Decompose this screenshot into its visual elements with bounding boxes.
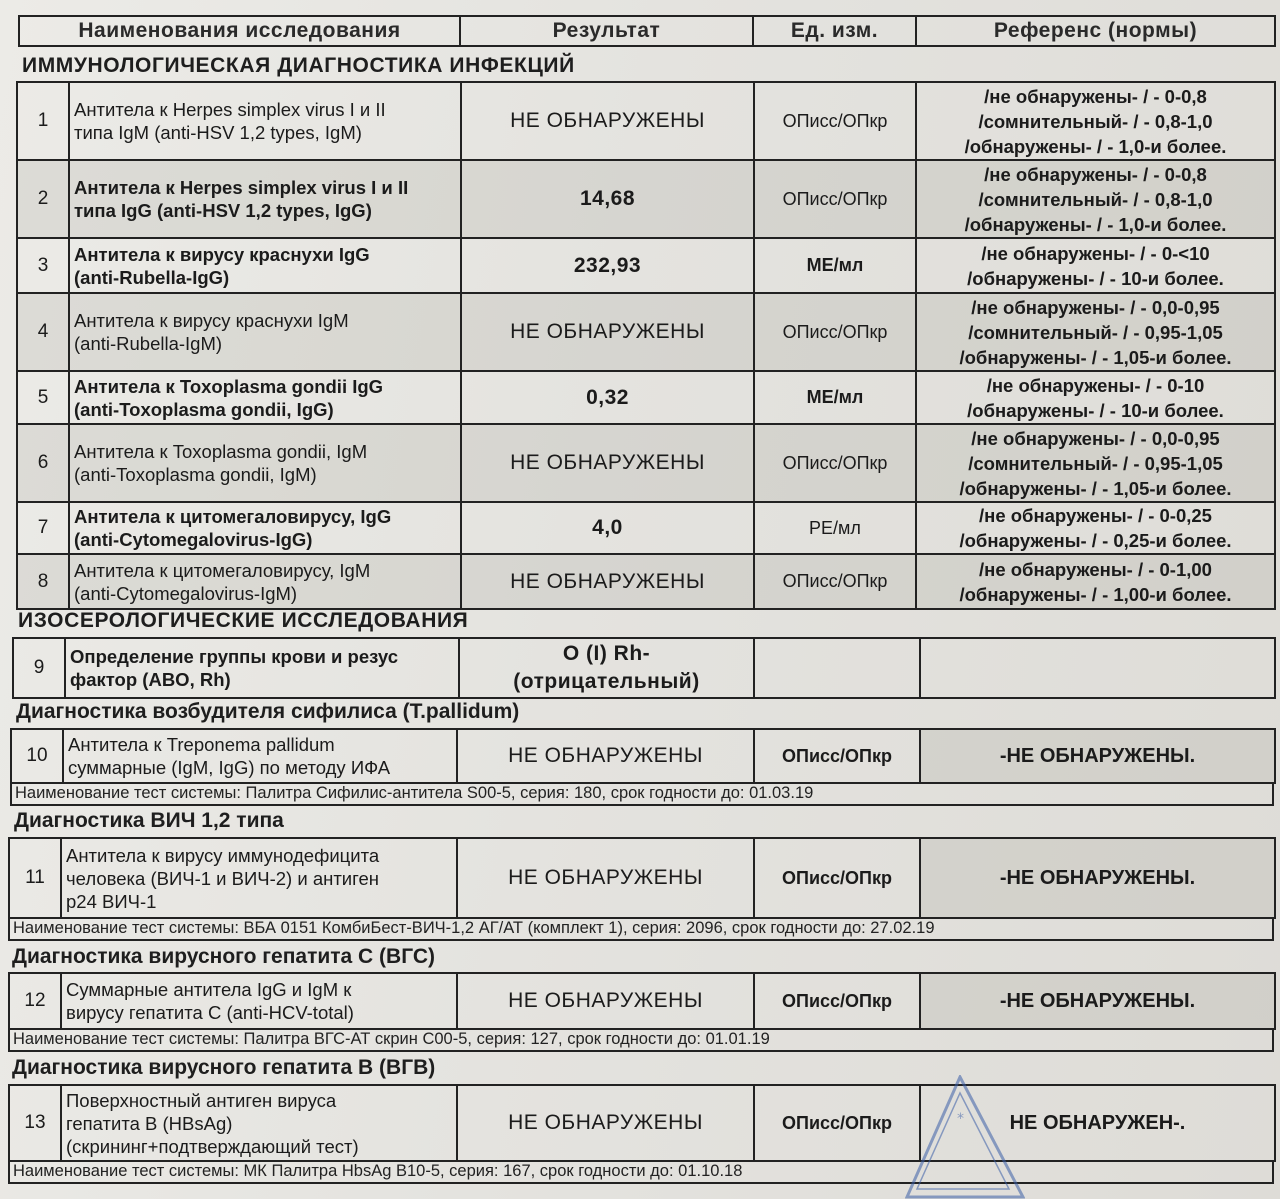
test-name: Антитела к вирусу краснухи IgG (anti-Rubella-IgG) xyxy=(69,238,461,293)
hcv-table xyxy=(8,972,1276,1030)
test-result: НЕ ОБНАРУЖЕНЫ xyxy=(457,973,754,1029)
test-name: Антитела к Toxoplasma gondii IgG (anti-Toxoplasma gondii, IgG) xyxy=(69,371,461,424)
table-row xyxy=(9,1085,1275,1161)
test-unit: МЕ/мл xyxy=(754,238,916,293)
stamp-icon xyxy=(905,1075,1025,1199)
table-row xyxy=(17,293,1275,371)
test-system-hiv: Наименование тест системы: ВБА 0151 КомбиБест-ВИЧ-1,2 АГ/АТ (комплект 1), серия: 2096, срок годности до: 27.02.19 xyxy=(8,917,1274,941)
section-isosero-title: ИЗОСЕРОЛОГИЧЕСКИЕ ИССЛЕДОВАНИЯ xyxy=(18,609,469,632)
test-result: O (I) Rh- (отрицательный) xyxy=(459,638,754,698)
test-reference: /не обнаружены- / - 0,0-0,95 /сомнительный- / - 0,95-1,05 /обнаружены- / - 1,05-и более. xyxy=(916,293,1275,371)
header-reference: Референс (нормы) xyxy=(916,16,1275,46)
test-unit: ОПисс/ОПкр xyxy=(754,82,916,160)
test-unit: ОПисс/ОПкр xyxy=(754,160,916,238)
test-unit: ОПисс/ОПкр xyxy=(754,973,920,1029)
immuno-table xyxy=(16,81,1276,610)
table-row xyxy=(17,238,1275,293)
test-reference: -НЕ ОБНАРУЖЕНЫ. xyxy=(920,838,1275,918)
test-name: Антитела к Toxoplasma gondii, IgM (anti-Toxoplasma gondii, IgM) xyxy=(69,424,461,502)
test-name: Антитела к Herpes simplex virus I и II типа IgG (anti-HSV 1,2 types, IgG) xyxy=(69,160,461,238)
hiv-table xyxy=(8,837,1276,919)
table-row xyxy=(9,973,1275,1029)
test-result: НЕ ОБНАРУЖЕНЫ xyxy=(461,554,754,609)
row-number: 3 xyxy=(17,238,69,293)
test-name: Антитела к вирусу краснухи IgM (anti-Rubella-IgM) xyxy=(69,293,461,371)
test-unit: МЕ/мл xyxy=(754,371,916,424)
row-number: 12 xyxy=(9,973,61,1029)
section-hcv-title: Диагностика вирусного гепатита С (ВГС) xyxy=(12,945,436,968)
table-row xyxy=(17,160,1275,238)
test-system-syphilis: Наименование тест системы: Палитра Сифилис-антитела S00-5, серия: 180, срок годности до: 01.03.19 xyxy=(10,782,1274,806)
test-reference: -НЕ ОБНАРУЖЕНЫ. xyxy=(920,973,1275,1029)
test-reference: /не обнаружены- / - 0-0,8 /сомнительный- / - 0,8-1,0 /обнаружены- / - 1,0-и более. xyxy=(916,82,1275,160)
row-number: 5 xyxy=(17,371,69,424)
row-number: 4 xyxy=(17,293,69,371)
table-row xyxy=(17,502,1275,554)
section-immuno-title: ИММУНОЛОГИЧЕСКАЯ ДИАГНОСТИКА ИНФЕКЦИЙ xyxy=(22,54,575,77)
row-number: 2 xyxy=(17,160,69,238)
test-reference: /не обнаружены- / - 0-0,25 /обнаружены- / - 0,25-и более. xyxy=(916,502,1275,554)
test-name: Определение группы крови и резус фактор (ABO, Rh) xyxy=(65,638,459,698)
test-name: Антитела к Treponema pallidum суммарные (IgM, IgG) по методу ИФА xyxy=(63,729,457,783)
section-hiv-title: Диагностика ВИЧ 1,2 типа xyxy=(14,809,284,832)
test-result: 0,32 xyxy=(461,371,754,424)
table-row xyxy=(17,371,1275,424)
test-reference: /не обнаружены- / - 0-10 /обнаружены- / - 10-и более. xyxy=(916,371,1275,424)
table-row xyxy=(11,729,1275,783)
test-reference: -НЕ ОБНАРУЖЕНЫ. xyxy=(920,729,1275,783)
syphilis-table xyxy=(10,728,1276,784)
row-number: 7 xyxy=(17,502,69,554)
test-result: 232,93 xyxy=(461,238,754,293)
header-table xyxy=(18,15,1276,47)
test-unit: ОПисс/ОПкр xyxy=(754,729,920,783)
test-name: Антитела к вирусу иммунодефицита человека (ВИЧ-1 и ВИЧ-2) и антиген р24 ВИЧ-1 xyxy=(61,838,457,918)
row-number: 8 xyxy=(17,554,69,609)
section-hbv-title: Диагностика вирусного гепатита В (ВГВ) xyxy=(12,1056,436,1079)
test-unit: ОПисс/ОПкр xyxy=(754,293,916,371)
test-unit: ОПисс/ОПкр xyxy=(754,1085,920,1161)
blood-group-table xyxy=(12,637,1276,699)
row-number: 1 xyxy=(17,82,69,160)
test-name: Антитела к цитомегаловирусу, IgG (anti-Cytomegalovirus-IgG) xyxy=(69,502,461,554)
svg-text:*: * xyxy=(957,1111,964,1127)
test-name: Антитела к цитомегаловирусу, IgM (anti-Cytomegalovirus-IgM) xyxy=(69,554,461,609)
test-reference: НЕ ОБНАРУЖЕН-. xyxy=(920,1085,1275,1161)
test-result: НЕ ОБНАРУЖЕНЫ xyxy=(457,1085,754,1161)
header-name: Наименования исследования xyxy=(19,16,460,46)
test-reference-empty xyxy=(920,638,1275,698)
test-result: НЕ ОБНАРУЖЕНЫ xyxy=(457,729,754,783)
row-number: 6 xyxy=(17,424,69,502)
header-unit: Ед. изм. xyxy=(753,16,916,46)
row-number: 11 xyxy=(9,838,61,918)
table-row xyxy=(9,838,1275,918)
test-unit: ОПисс/ОПкр xyxy=(754,424,916,502)
test-result: НЕ ОБНАРУЖЕНЫ xyxy=(461,82,754,160)
test-result: 14,68 xyxy=(461,160,754,238)
test-result: НЕ ОБНАРУЖЕНЫ xyxy=(461,424,754,502)
test-unit: ОПисс/ОПкр xyxy=(754,838,920,918)
test-name: Суммарные антитела IgG и IgM к вирусу гепатита С (anti-HCV-total) xyxy=(61,973,457,1029)
test-system-hbv: Наименование тест системы: МК Палитра HbsAg B10-5, серия: 167, срок годности до: 01.10.18 xyxy=(8,1160,1274,1184)
test-reference: /не обнаружены- / - 0-<10 /обнаружены- / - 10-и более. xyxy=(916,238,1275,293)
table-row xyxy=(13,638,1275,698)
test-reference: /не обнаружены- / - 0-0,8 /сомнительный- / - 0,8-1,0 /обнаружены- / - 1,0-и более. xyxy=(916,160,1275,238)
test-name: Поверхностный антиген вируса гепатита В (HBsAg) (скрининг+подтверждающий тест) xyxy=(61,1085,457,1161)
test-unit: РЕ/мл xyxy=(754,502,916,554)
row-number: 10 xyxy=(11,729,63,783)
test-reference: /не обнаружены- / - 0,0-0,95 /сомнительный- / - 0,95-1,05 /обнаружены- / - 1,05-и более. xyxy=(916,424,1275,502)
section-syphilis-title: Диагностика возбудителя сифилиса (T.pallidum) xyxy=(16,700,520,723)
test-name: Антитела к Herpes simplex virus I и II типа IgM (anti-HSV 1,2 types, IgM) xyxy=(69,82,461,160)
test-result: НЕ ОБНАРУЖЕНЫ xyxy=(461,293,754,371)
test-result: НЕ ОБНАРУЖЕНЫ xyxy=(457,838,754,918)
table-row xyxy=(17,424,1275,502)
test-system-hcv: Наименование тест системы: Палитра ВГС-АТ скрин С00-5, серия: 127, срок годности до: 01.01.19 xyxy=(8,1028,1274,1052)
row-number: 9 xyxy=(13,638,65,698)
header-result: Результат xyxy=(460,16,753,46)
hbv-table xyxy=(8,1084,1276,1162)
test-unit-empty xyxy=(754,638,920,698)
test-result: 4,0 xyxy=(461,502,754,554)
table-row xyxy=(17,554,1275,609)
table-row xyxy=(17,82,1275,160)
row-number: 13 xyxy=(9,1085,61,1161)
test-reference: /не обнаружены- / - 0-1,00 /обнаружены- / - 1,00-и более. xyxy=(916,554,1275,609)
test-unit: ОПисс/ОПкр xyxy=(754,554,916,609)
